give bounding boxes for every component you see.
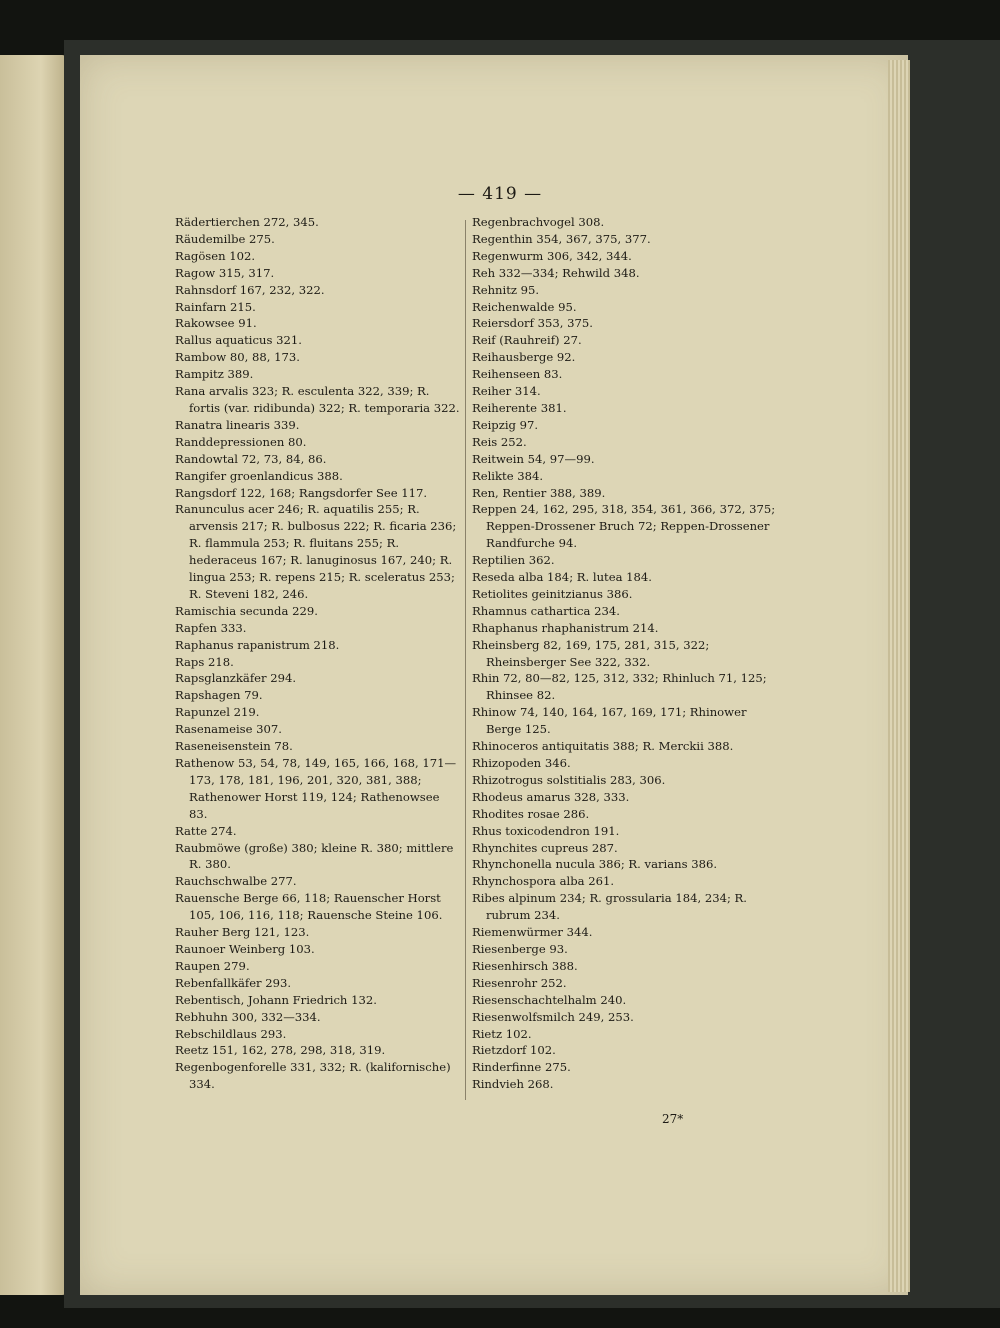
index-entry: Rainfarn 215. xyxy=(175,299,256,314)
index-entry: Randowtal 72, 73, 84, 86. xyxy=(175,451,327,466)
index-entry: Reis 252. xyxy=(472,434,527,449)
index-entry: Reh 332—334; Rehwild 348. xyxy=(472,265,640,280)
index-entry: Ragösen 102. xyxy=(175,248,256,263)
index-entry: Reetz 151, 162, 278, 298, 318, 319. xyxy=(175,1043,386,1058)
index-entry: Rahnsdorf 167, 232, 322. xyxy=(175,282,325,297)
index-entry: Rhinoceros antiquitatis 388; R. Merckii 388. xyxy=(472,739,734,754)
index-entry: Rapunzel 219. xyxy=(175,705,260,720)
index-entry: Rhamnus cathartica 234. xyxy=(472,603,620,618)
index-entry: Rinderfinne 275. xyxy=(472,1060,571,1075)
index-entry: Reppen 24, 162, 295, 318, 354, 361, 366, 372, 375; Reppen-Drossener Bruch 72; Reppen-Drossener Randfurche 94. xyxy=(472,502,776,551)
page-number: — 419 — xyxy=(457,184,543,204)
index-entry: Rhus toxicodendron 191. xyxy=(472,823,620,838)
index-entry: Raseneisenstein 78. xyxy=(175,739,293,754)
index-entry: Rietz 102. xyxy=(472,1026,532,1041)
index-entry: Reitwein 54, 97—99. xyxy=(472,451,595,466)
index-entry: Rathenow 53, 54, 78, 149, 165, 166, 168, 171—173, 178, 181, 196, 201, 320, 381, 388; Rathenower Horst 119, 124; Rathenowsee 83. xyxy=(175,756,457,821)
index-entry: Reif (Rauhreif) 27. xyxy=(472,333,582,348)
index-column-right xyxy=(472,214,777,1093)
index-entry: Rauher Berg 121, 123. xyxy=(175,925,310,940)
index-entry: Reseda alba 184; R. lutea 184. xyxy=(472,570,652,585)
index-entry: Rhodeus amarus 328, 333. xyxy=(472,789,630,804)
index-entry: Rambow 80, 88, 173. xyxy=(175,350,300,365)
index-entry: Rietzdorf 102. xyxy=(472,1043,556,1058)
index-entry: Ribes alpinum 234; R. grossularia 184, 234; R. rubrum 234. xyxy=(472,891,747,923)
index-entry: Reiersdorf 353, 375. xyxy=(472,316,593,331)
index-entry: Reptilien 362. xyxy=(472,553,555,568)
index-entry: Reichenwalde 95. xyxy=(472,299,577,314)
index-entry: Rhinow 74, 140, 164, 167, 169, 171; Rhinower Berge 125. xyxy=(472,705,747,737)
index-entry: Rehnitz 95. xyxy=(472,282,540,297)
index-entry: Rheinsberg 82, 169, 175, 281, 315, 322; Rheinsberger See 322, 332. xyxy=(472,637,710,669)
index-entry: Randdepressionen 80. xyxy=(175,434,307,449)
index-entry: Rhizopoden 346. xyxy=(472,756,571,770)
index-entry: Rangsdorf 122, 168; Rangsdorfer See 117. xyxy=(175,485,428,500)
index-entry: Rapsglanzkäfer 294. xyxy=(175,671,297,686)
index-entry: Relikte 384. xyxy=(472,468,544,483)
index-entry: Regenwurm 306, 342, 344. xyxy=(472,248,632,263)
index-entry: Rhodites rosae 286. xyxy=(472,806,590,821)
index-entry: Raps 218. xyxy=(175,654,234,669)
index-entry: Raphanus rapanistrum 218. xyxy=(175,637,340,652)
column-divider xyxy=(465,220,466,1100)
left-page-edge xyxy=(0,55,68,1295)
index-entry: Ren, Rentier 388, 389. xyxy=(472,485,606,500)
index-entry: Rauchschwalbe 277. xyxy=(175,874,297,889)
index-entry: Riesenberge 93. xyxy=(472,941,568,956)
index-entry: Rebentisch, Johann Friedrich 132. xyxy=(175,992,377,1007)
index-entry: Reihausberge 92. xyxy=(472,350,576,365)
index-entry: Reipzig 97. xyxy=(472,417,539,432)
index-entry: Ramischia secunda 229. xyxy=(175,603,318,618)
index-entry: Rakowsee 91. xyxy=(175,316,257,331)
sheet-signature: 27* xyxy=(662,1112,684,1126)
index-entry: Riesenrohr 252. xyxy=(472,975,567,990)
index-entry: Rhaphanus rhaphanistrum 214. xyxy=(472,620,659,635)
index-entry: Rauensche Berge 66, 118; Rauenscher Horst 105, 106, 116, 118; Rauensche Steine 106. xyxy=(175,891,443,923)
index-column-left xyxy=(175,214,460,1093)
index-entry: Räudemilbe 275. xyxy=(175,231,275,246)
index-entry: Rana arvalis 323; R. esculenta 322, 339; R. fortis (var. ridibunda) 322; R. temporaria 322. xyxy=(175,384,460,415)
index-entry: Rapshagen 79. xyxy=(175,688,263,703)
index-entry: Reiherente 381. xyxy=(472,400,567,415)
index-entry: Rebschildlaus 293. xyxy=(175,1026,287,1041)
index-entry: Rädertierchen 272, 345. xyxy=(175,215,319,229)
index-entry: Riesenwolfsmilch 249, 253. xyxy=(472,1009,634,1024)
index-entry: Reihenseen 83. xyxy=(472,367,563,382)
index-entry: Ranatra linearis 339. xyxy=(175,417,300,432)
index-entry: Rhynchites cupreus 287. xyxy=(472,840,618,855)
index-entry: Regenthin 354, 367, 375, 377. xyxy=(472,231,651,246)
index-entry: Rebhuhn 300, 332—334. xyxy=(175,1009,321,1024)
index-entry: Rindvieh 268. xyxy=(472,1077,554,1092)
index-entry: Raunoer Weinberg 103. xyxy=(175,941,315,956)
index-entry: Rampitz 389. xyxy=(175,367,254,382)
index-entry: Riemenwürmer 344. xyxy=(472,925,593,940)
index-entry: Rangifer groenlandicus 388. xyxy=(175,468,343,483)
index-entry: Riesenschachtelhalm 240. xyxy=(472,992,627,1007)
index-entry: Riesenhirsch 388. xyxy=(472,958,578,973)
index-entry: Raubmöwe (große) 380; kleine R. 380; mittlere R. 380. xyxy=(175,840,454,872)
index-entry: Rhin 72, 80—82, 125, 312, 332; Rhinluch 71, 125; Rhinsee 82. xyxy=(472,671,767,703)
index-entry: Reiher 314. xyxy=(472,384,541,399)
index-entry: Ragow 315, 317. xyxy=(175,265,275,280)
index-entry: Rhynchonella nucula 386; R. varians 386. xyxy=(472,857,718,872)
index-entry: Rhizotrogus solstitialis 283, 306. xyxy=(472,772,666,787)
index-entry: Regenbogenforelle 331, 332; R. (kalifornische) 334. xyxy=(175,1060,451,1092)
page-stack-edge xyxy=(888,60,910,1292)
index-entry: Ranunculus acer 246; R. aquatilis 255; R. arvensis 217; R. bulbosus 222; R. ficaria 236; R. flammula 253; R. fluitans 255; R. hederaceus 167; R. lanuginosus 167, 240; R. lingua 253; R. repens 215; R. sceleratus 253; R. Steveni 182, 246. xyxy=(175,502,457,601)
index-entry: Rapfen 333. xyxy=(175,620,247,635)
index-entry: Rebenfallkäfer 293. xyxy=(175,975,292,990)
index-entry: Retiolites geinitzianus 386. xyxy=(472,586,633,601)
index-entry: Rhynchospora alba 261. xyxy=(472,874,615,889)
index-entry: Rallus aquaticus 321. xyxy=(175,333,302,348)
index-entry: Ratte 274. xyxy=(175,823,237,838)
index-entry: Raupen 279. xyxy=(175,958,250,973)
index-entry: Regenbrachvogel 308. xyxy=(472,215,605,229)
index-entry: Rasenameise 307. xyxy=(175,722,282,737)
